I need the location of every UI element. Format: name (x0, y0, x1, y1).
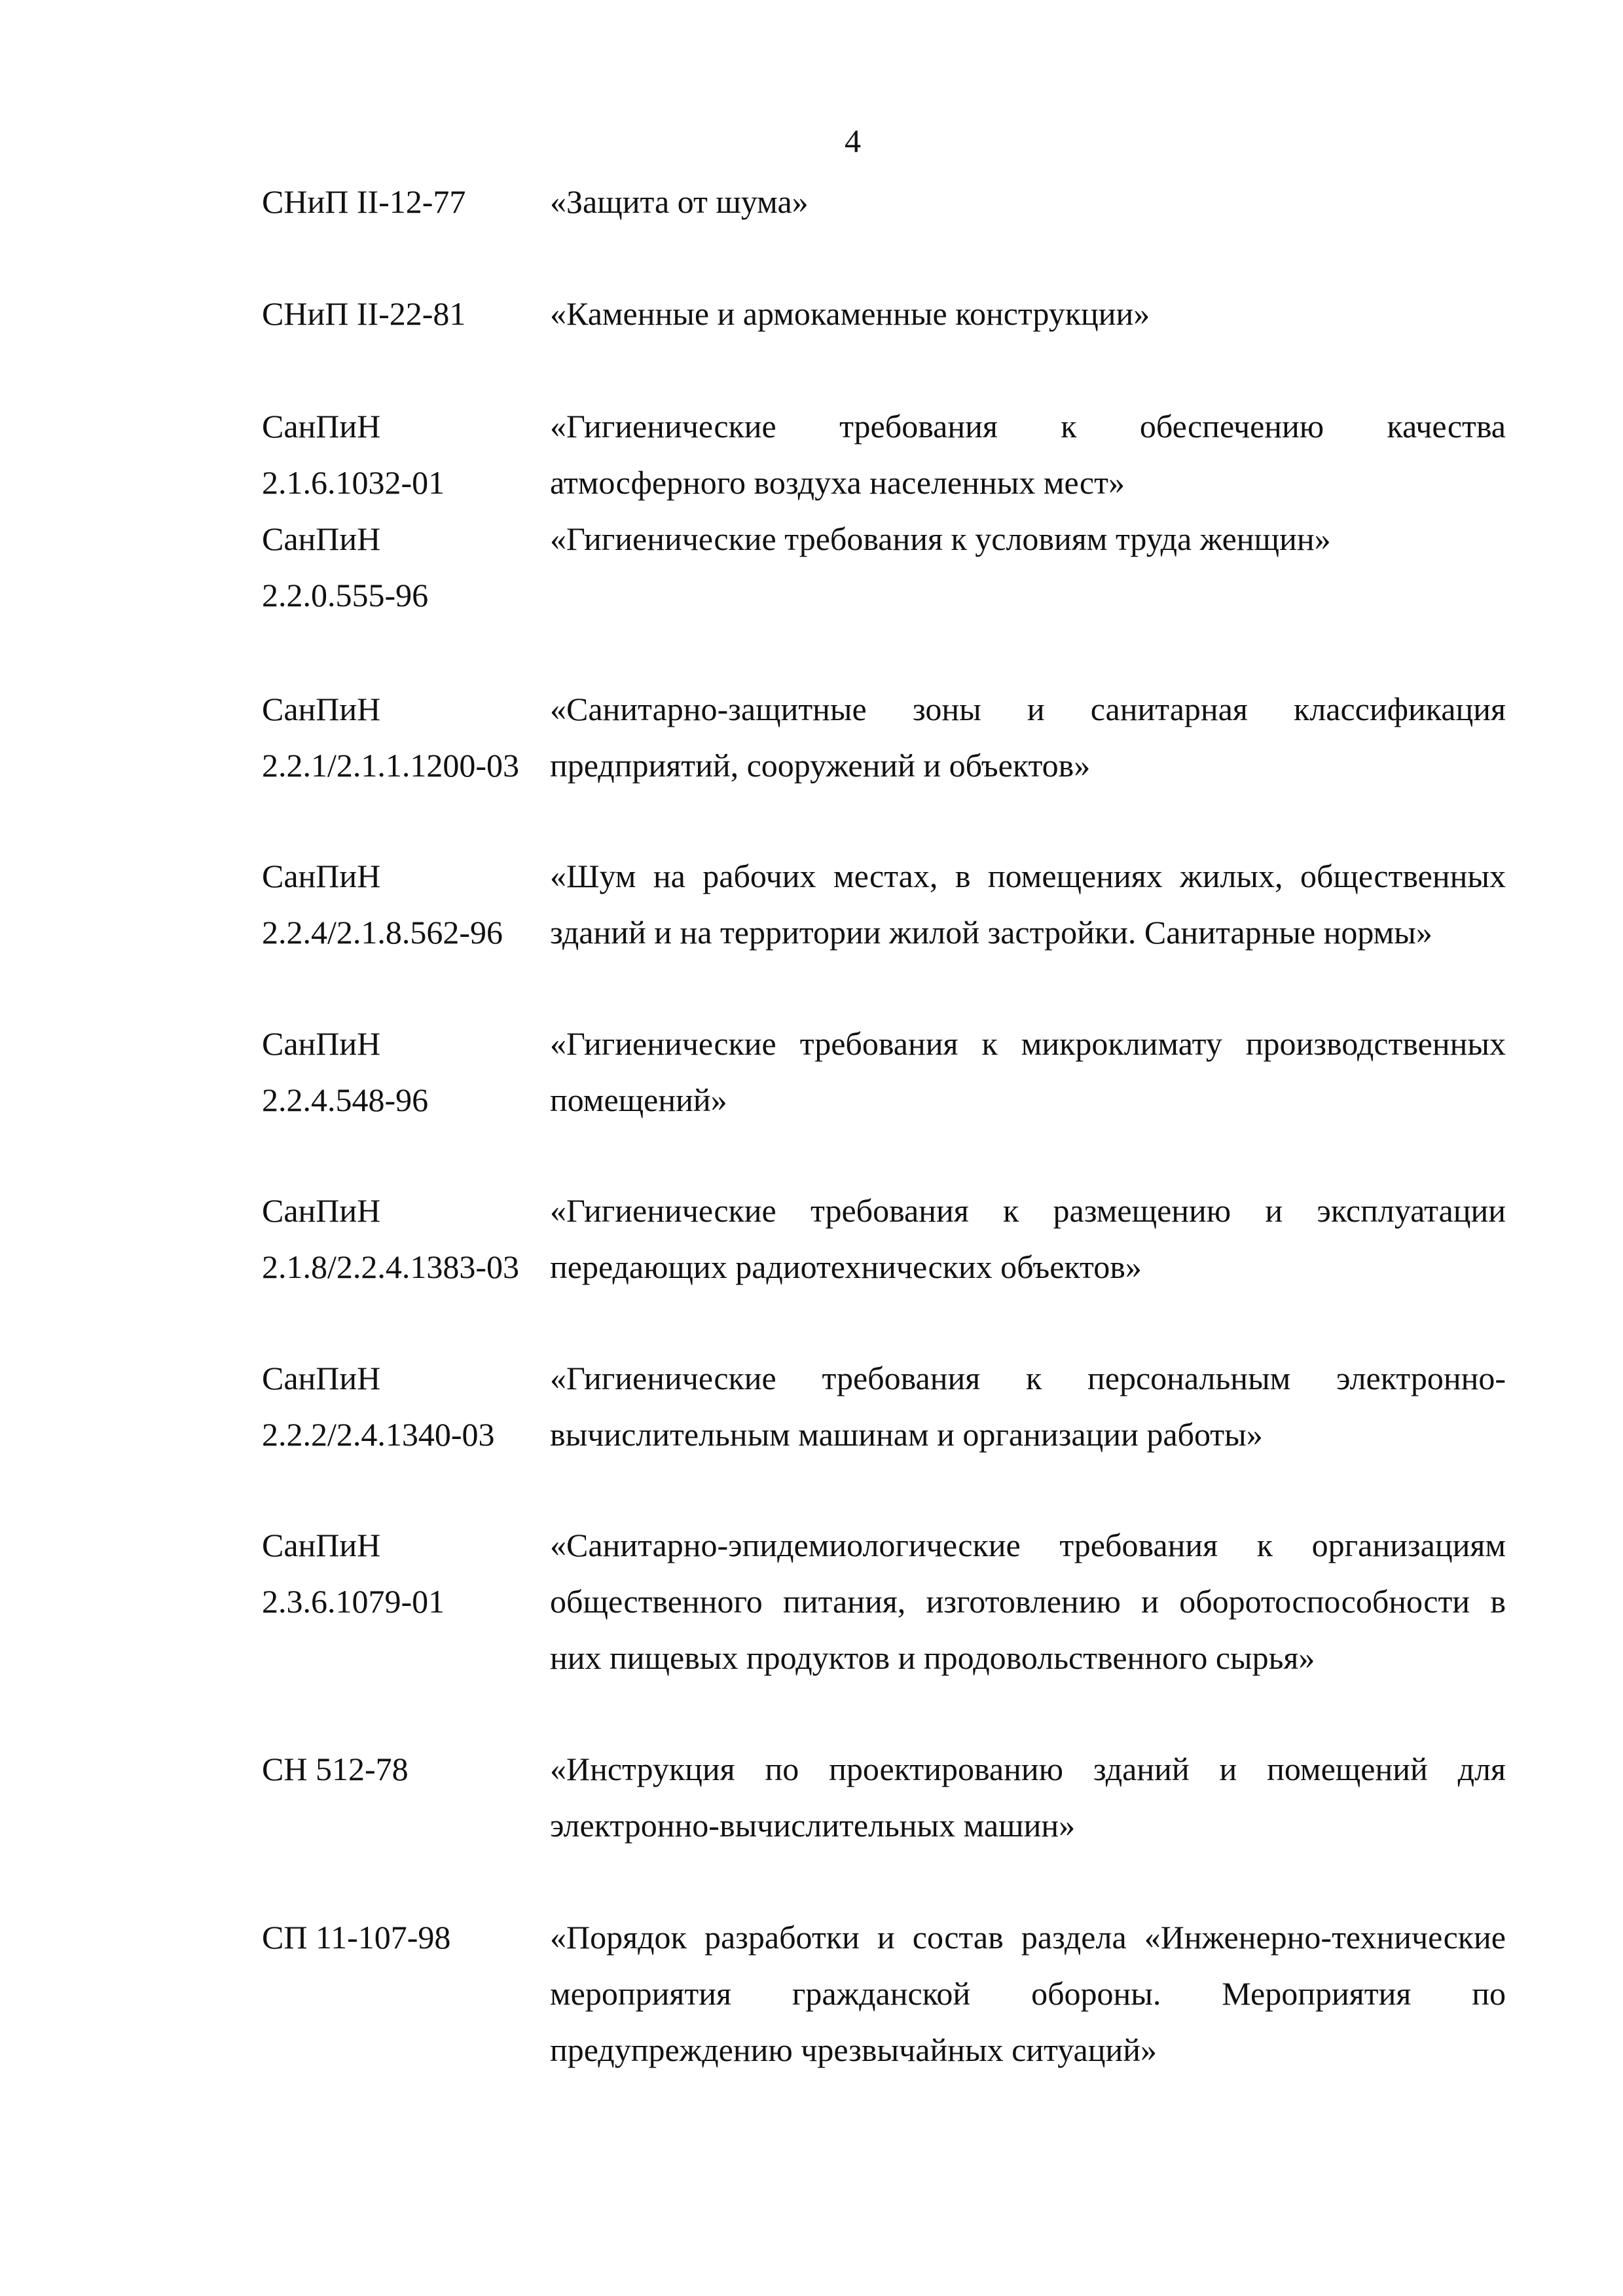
document-code (262, 1015, 537, 1128)
code-line: СНиП II-12-77 (262, 183, 466, 220)
document-code (262, 1350, 537, 1463)
title-line: «Защита от шума» (550, 183, 809, 220)
code-line: 2.2.0.555-96 (262, 577, 429, 613)
list-item (262, 1182, 1506, 1285)
title-line: «Гигиенические требования к обеспечению качества (550, 408, 1506, 445)
document-title (550, 1517, 1506, 1686)
normative-documents-list (262, 173, 1506, 2068)
list-item (262, 1015, 1506, 1118)
document-title (550, 681, 1506, 793)
code-line: 2.2.4/2.1.8.562-96 (262, 914, 503, 951)
list-item (262, 681, 1506, 784)
document-title (550, 398, 1506, 511)
document-title (550, 1741, 1506, 1853)
document-code (262, 285, 537, 342)
title-line: предприятий, сооружений и объектов» (550, 747, 1091, 784)
list-item (262, 285, 1506, 332)
title-line: «Шум на рабочих местах, в помещениях жилых, общественных (550, 858, 1506, 894)
document-title (550, 1015, 1506, 1128)
document-code (262, 1909, 537, 1965)
list-item (262, 1909, 1506, 2068)
title-line: электронно-вычислительных машин» (550, 1807, 1076, 1844)
list-item (262, 173, 1506, 220)
title-line: «Санитарно-эпидемиологические требования к организациям (550, 1527, 1506, 1563)
code-line: 2.3.6.1079-01 (262, 1583, 445, 1620)
document-code (262, 681, 537, 793)
document-title (550, 1350, 1506, 1463)
document-title (550, 173, 1506, 230)
title-line: вычислительным машинам и организации работы» (550, 1416, 1263, 1453)
document-title (550, 848, 1506, 960)
title-line: мероприятия гражданской обороны. Мероприятия по (550, 1975, 1506, 2012)
document-title (550, 1909, 1506, 2078)
title-line: зданий и на территории жилой застройки. Санитарные нормы» (550, 914, 1432, 951)
document-code (262, 173, 537, 230)
code-line: 2.1.8/2.2.4.1383-03 (262, 1248, 520, 1285)
document-title (550, 511, 1506, 567)
title-line: «Гигиенические требования к персональным электронно- (550, 1360, 1506, 1396)
code-line: 2.2.2/2.4.1340-03 (262, 1416, 495, 1453)
document-title (550, 1182, 1506, 1295)
title-line: передающих радиотехнических объектов» (550, 1248, 1142, 1285)
title-line: атмосферного воздуха населенных мест» (550, 464, 1125, 501)
title-line: помещений» (550, 1082, 727, 1118)
list-item (262, 398, 1506, 501)
title-line: «Гигиенические требования к микроклимату производственных (550, 1025, 1506, 1062)
document-code (262, 1517, 537, 1630)
title-line: предупреждению чрезвычайных ситуаций» (550, 2032, 1158, 2068)
document-code (262, 511, 537, 623)
title-line: общественного питания, изготовлению и оборотоспособности в (550, 1583, 1506, 1620)
code-line: СанПиН (262, 408, 381, 445)
code-line: СН 512-78 (262, 1751, 409, 1787)
list-item (262, 1517, 1506, 1676)
title-line: «Каменные и армокаменные конструкции» (550, 295, 1150, 332)
title-line: «Инструкция по проектированию зданий и помещений для (550, 1751, 1506, 1787)
code-line: 2.1.6.1032-01 (262, 464, 445, 501)
title-line: «Гигиенические требования к условиям труда женщин» (550, 520, 1331, 557)
code-line: 2.2.1/2.1.1.1200-03 (262, 747, 520, 784)
title-line: «Порядок разработки и состав раздела «Инженерно-технические (550, 1919, 1506, 1956)
document-code (262, 398, 537, 511)
title-line: них пищевых продуктов и продовольственного сырья» (550, 1639, 1315, 1676)
list-item (262, 1350, 1506, 1453)
code-line: СанПиН (262, 520, 381, 557)
title-line: «Санитарно-защитные зоны и санитарная классификация (550, 691, 1506, 727)
document-title (550, 285, 1506, 342)
code-line: СанПиН (262, 858, 381, 894)
page-number: 4 (845, 122, 861, 159)
document-code (262, 848, 537, 960)
code-line: 2.2.4.548-96 (262, 1082, 429, 1118)
code-line: СП 11-107-98 (262, 1919, 451, 1956)
code-line: СанПиН (262, 1192, 381, 1229)
document-code (262, 1182, 537, 1295)
code-line: СанПиН (262, 1025, 381, 1062)
title-line: «Гигиенические требования к размещению и эксплуатации (550, 1192, 1506, 1229)
code-line: СанПиН (262, 1360, 381, 1396)
document-code (262, 1741, 537, 1797)
code-line: СанПиН (262, 1527, 381, 1563)
code-line: СанПиН (262, 691, 381, 727)
code-line: СНиП II-22-81 (262, 295, 466, 332)
